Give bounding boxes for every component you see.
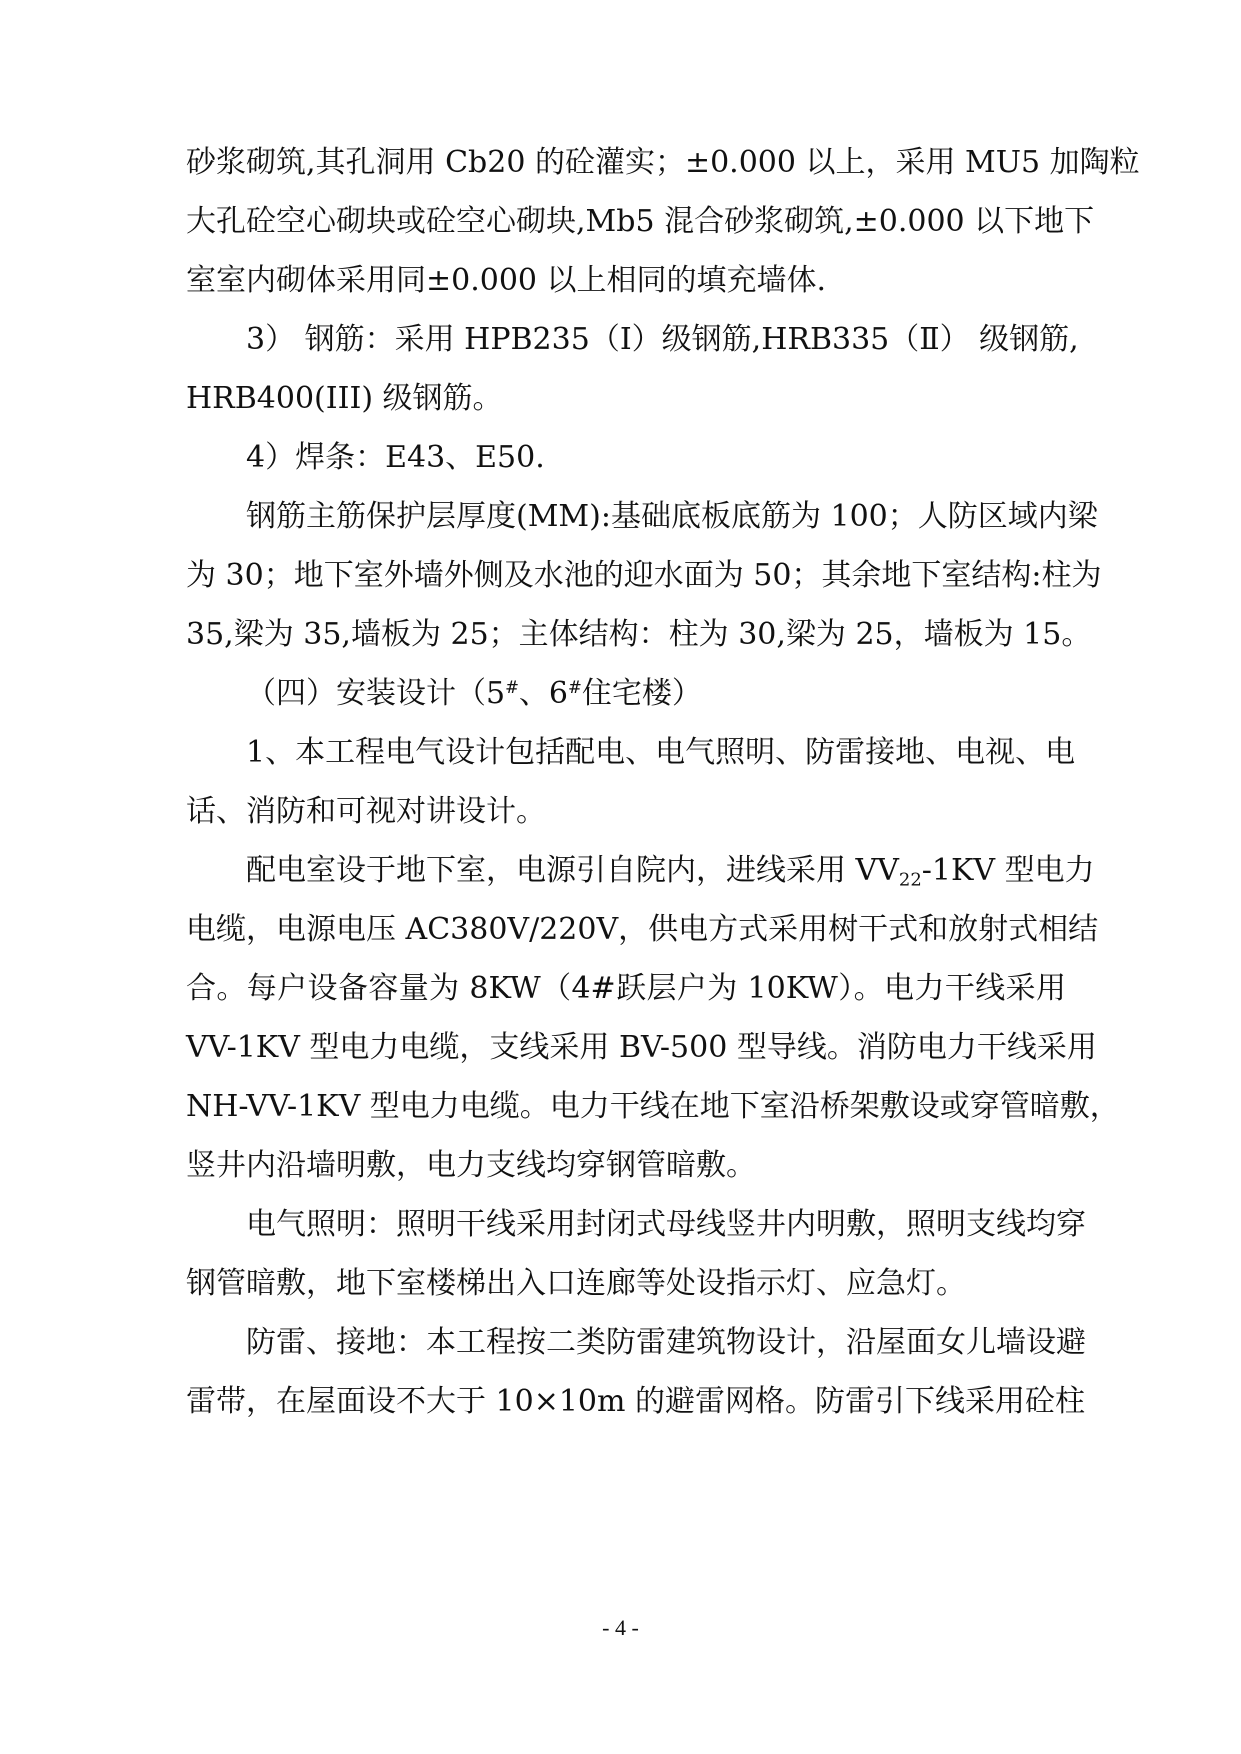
text-part: -1KV 型电力 bbox=[921, 853, 1095, 888]
text-line: 电缆，电源电压 AC380V/220V，供电方式采用树干式和放射式相结 bbox=[186, 912, 1099, 947]
text-line: VV-1KV 型电力电缆，支线采用 BV-500 型导线。消防电力干线采用 bbox=[186, 1030, 1097, 1065]
text-line: 1、本工程电气设计包括配电、电气照明、防雷接地、电视、电 bbox=[246, 735, 1076, 770]
text-line-with-subscript bbox=[246, 848, 1095, 894]
text-line: 钢管暗敷，地下室楼梯出入口连廊等处设指示灯、应急灯。 bbox=[186, 1266, 966, 1301]
section-heading bbox=[246, 671, 1066, 717]
text-part: 配电室设于地下室，电源引自院内，进线采用 VV bbox=[246, 853, 899, 888]
text-line: 话、消防和可视对讲设计。 bbox=[186, 794, 546, 829]
text-line: NH-VV-1KV 型电力电缆。电力干线在地下室沿桥架敷设或穿管暗敷， bbox=[186, 1089, 1120, 1124]
text-line: 35,梁为 35,墙板为 25；主体结构：柱为 30,梁为 25，墙板为 15。 bbox=[186, 617, 1092, 652]
text-line: 合。每户设备容量为 8KW（4#跃层户为 10KW）。电力干线采用 bbox=[186, 971, 1066, 1006]
section-heading-part: 住宅楼） bbox=[581, 676, 702, 711]
section-heading-sup: # bbox=[568, 678, 582, 698]
text-line: 砂浆砌筑,其孔洞用 Cb20 的砼灌实；±0.000 以上，采用 MU5 加陶粒 bbox=[186, 145, 1140, 180]
text-line: HRB400(III) 级钢筋。 bbox=[186, 381, 503, 416]
text-line: 竖井内沿墙明敷，电力支线均穿钢管暗敷。 bbox=[186, 1148, 756, 1183]
text-line: 电气照明：照明干线采用封闭式母线竖井内明敷，照明支线均穿 bbox=[246, 1207, 1086, 1242]
text-line: 雷带，在屋面设不大于 10×10m 的避雷网格。防雷引下线采用砼柱 bbox=[186, 1384, 1086, 1419]
page-number: - 4 - bbox=[602, 1615, 639, 1640]
subscript: 22 bbox=[898, 869, 922, 891]
section-heading-sup: # bbox=[505, 678, 519, 698]
text-line: 4）焊条：E43、E50. bbox=[246, 440, 545, 475]
section-heading-part: （四）安装设计（5 bbox=[246, 676, 506, 711]
section-heading-part: 、6 bbox=[518, 676, 569, 711]
text-line: 为 30；地下室外墙外侧及水池的迎水面为 50；其余地下室结构:柱为 bbox=[186, 558, 1102, 593]
text-line: 3） 钢筋：采用 HPB235（Ⅰ）级钢筋,HRB335（Ⅱ） 级钢筋, bbox=[246, 322, 1079, 357]
text-line: 大孔砼空心砌块或砼空心砌块,Mb5 混合砂浆砌筑,±0.000 以下地下 bbox=[186, 204, 1095, 239]
text-line: 钢筋主筋保护层厚度(MM):基础底板底筋为 100；人防区域内梁 bbox=[246, 499, 1098, 534]
text-line: 室室内砌体采用同±0.000 以上相同的填充墙体. bbox=[186, 263, 827, 298]
text-line: 防雷、接地：本工程按二类防雷建筑物设计，沿屋面女儿墙设避 bbox=[246, 1325, 1086, 1360]
